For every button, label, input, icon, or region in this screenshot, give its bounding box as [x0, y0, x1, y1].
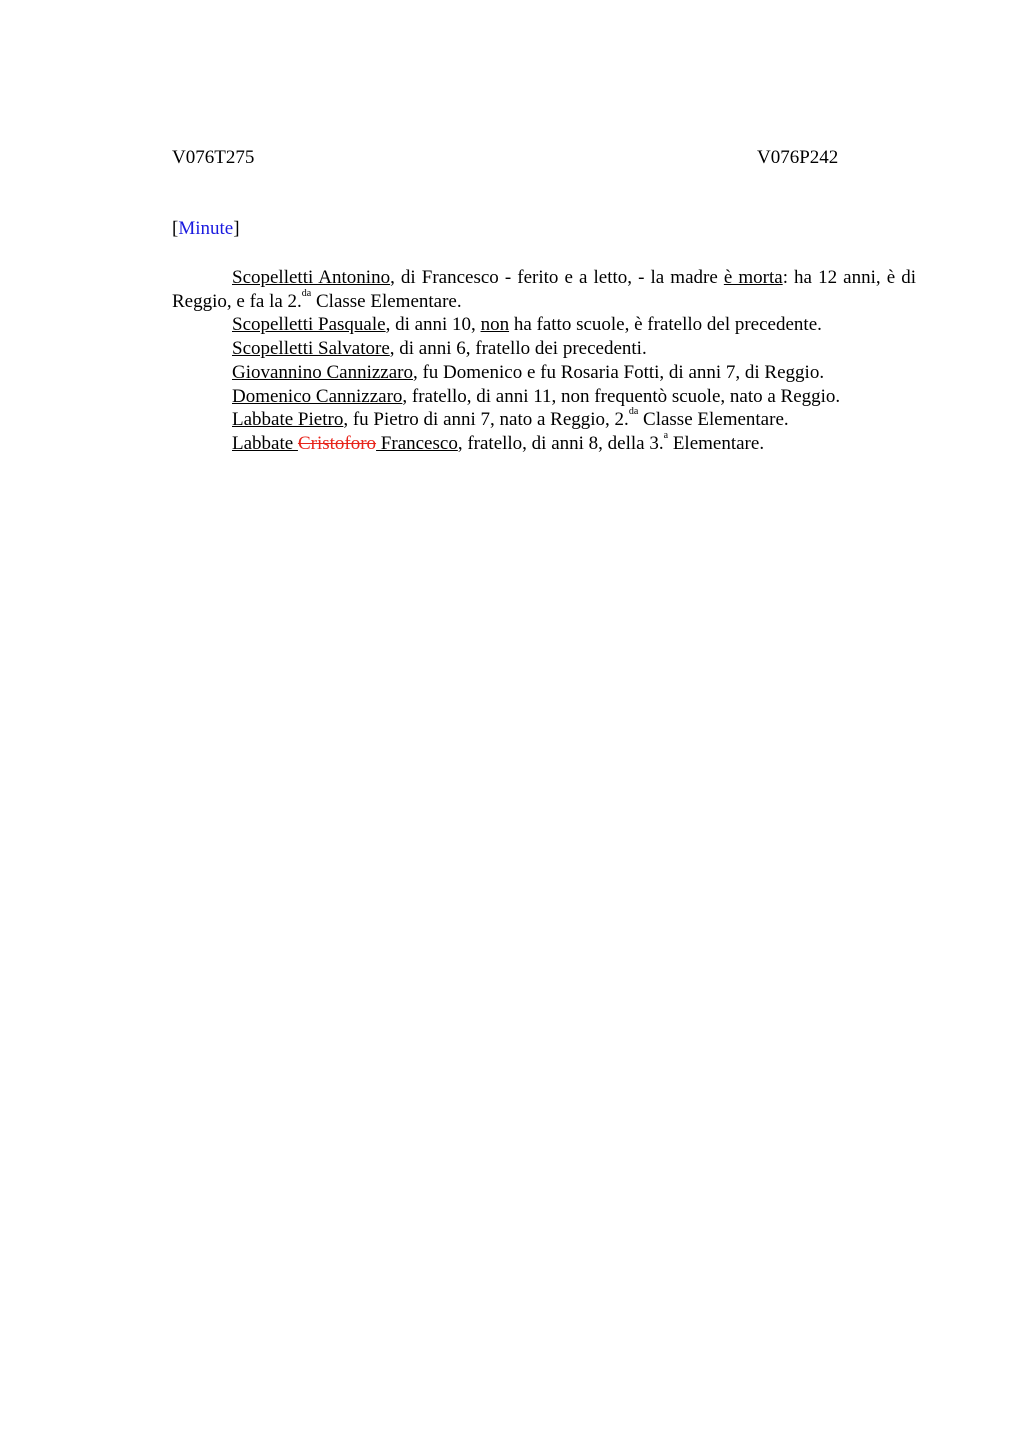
deleted-word: Cristoforo [297, 432, 377, 454]
entry-6 [172, 408, 916, 432]
section-label [172, 218, 240, 240]
entry-name: Giovannino Cannizzaro [232, 361, 413, 383]
entry-underlined: non [480, 314, 510, 336]
ordinal-suffix: da [301, 287, 312, 299]
entry-text: Classe Elementare. [311, 290, 462, 312]
entry-text: ha fatto scuole, è fratello del precedente. [509, 314, 822, 336]
entry-name: Domenico Cannizzaro [232, 385, 403, 407]
entry-2 [172, 313, 916, 337]
entry-underlined: è morta [723, 267, 783, 288]
entry-name: Labbate [232, 432, 298, 454]
entry-1 [172, 266, 916, 313]
entry-text: Elementare. [668, 432, 765, 454]
entry-name: Francesco [376, 432, 458, 454]
entry-name: Labbate Pietro [232, 409, 344, 431]
entry-name: Scopelletti Antonino [232, 267, 391, 288]
entry-text: , di anni 6, fratello dei precedenti. [389, 338, 647, 360]
entry-text: Classe Elementare. [638, 409, 789, 431]
minute-link[interactable]: Minute [178, 218, 234, 239]
entry-5 [172, 385, 916, 409]
entry-text: è di Reggio, e fa la 2. [172, 267, 916, 312]
entry-name: Scopelletti Pasquale [232, 314, 386, 336]
entry-text: , di anni 10, [385, 314, 481, 336]
entry-text: , fu Domenico e fu Rosaria Fotti, di anni 7, di Reggio. [412, 361, 825, 383]
open-bracket: [ [172, 218, 179, 239]
entry-3 [172, 337, 916, 361]
close-bracket: ] [233, 218, 240, 239]
document-id-left: V076T275 [172, 147, 255, 168]
entry-name: Scopelletti Salvatore [232, 338, 390, 360]
ordinal-suffix: da [628, 406, 639, 418]
entry-4 [172, 361, 916, 385]
entry-7 [172, 429, 916, 456]
entry-text: , fratello, di anni 8, della 3. [457, 432, 664, 454]
document-id-right: V076P242 [757, 147, 839, 168]
entry-text: , fu Pietro di anni 7, nato a Reggio, 2. [343, 409, 629, 431]
entry-text: : ha 12 anni, [782, 267, 881, 288]
ordinal-suffix: a [663, 429, 669, 441]
entry-text: , di Francesco - ferito e a letto, - la madre [390, 267, 724, 288]
entries-list [172, 266, 916, 456]
entry-text: , fratello, di anni 11, non frequentò scuole, nato a Reggio. [402, 385, 841, 407]
